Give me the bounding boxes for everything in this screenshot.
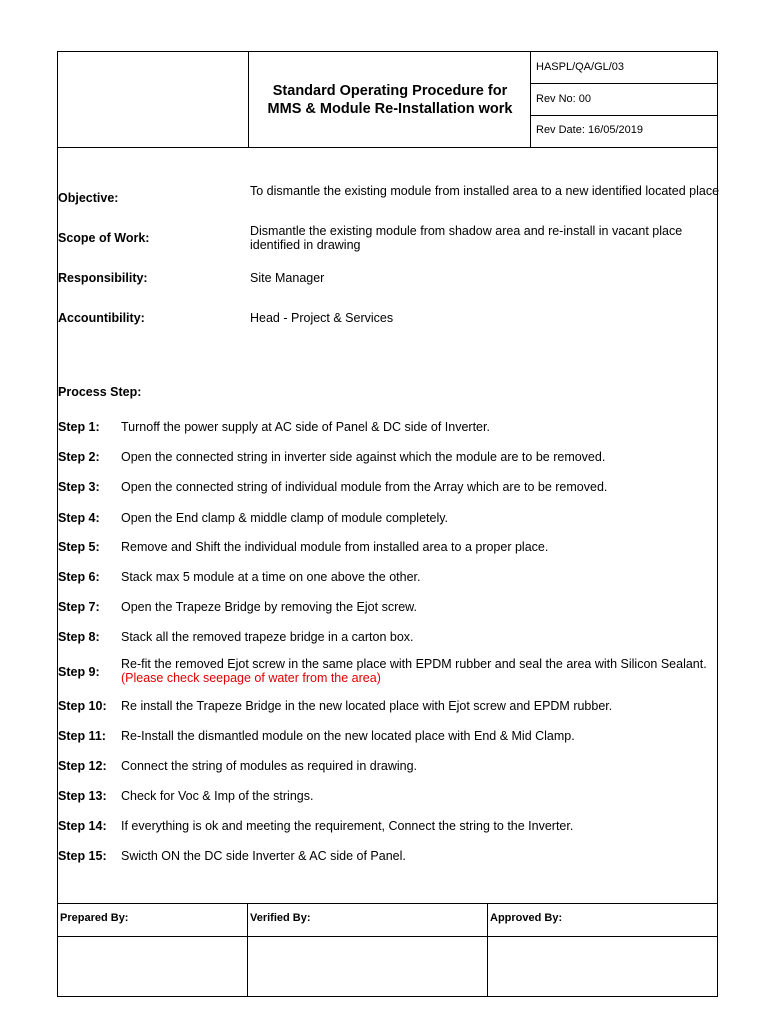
step-label: Step 5: — [58, 540, 100, 554]
step-9-text: Re-fit the removed Ejot screw in the same place with EPDM rubber and seal the area with Silicon Sealant. — [121, 657, 707, 671]
step-label: Step 2: — [58, 450, 100, 464]
verified-by-signature-cell — [248, 937, 487, 996]
header-divider-right — [530, 51, 531, 147]
header-divider-left — [248, 51, 249, 147]
scope-value: Dismantle the existing module from shadow area and re-install in vacant place identified in drawing — [250, 224, 683, 252]
step-label: Step 1: — [58, 420, 100, 434]
step-text: Open the Trapeze Bridge by removing the Ejot screw. — [121, 600, 417, 614]
step-text: Stack max 5 module at a time on one above the other. — [121, 570, 421, 584]
step-text: Re-Install the dismantled module on the new located place with End & Mid Clamp. — [121, 729, 575, 743]
accountability-label: Accountibility: — [58, 311, 145, 325]
step-label: Step 14: — [58, 819, 107, 833]
rev-no: Rev No: 00 — [536, 93, 592, 105]
step-text: Remove and Shift the individual module from installed area to a proper place. — [121, 540, 549, 554]
step-label: Step 9: — [58, 665, 100, 679]
step-text: Re install the Trapeze Bridge in the new located place with Ejot screw and EPDM rubber. — [121, 699, 613, 713]
step-text: Connect the string of modules as required in drawing. — [121, 759, 417, 773]
step-label: Step 15: — [58, 849, 107, 863]
step-label: Step 7: — [58, 600, 100, 614]
approved-by-label: Approved By: — [490, 912, 563, 924]
title-line-2: MMS & Module Re-Installation work — [267, 101, 513, 117]
step-label: Step 10: — [58, 699, 107, 713]
step-9-warning-note: (Please check seepage of water from the area) — [121, 671, 381, 685]
step-label: Step 8: — [58, 630, 100, 644]
step-text: Open the connected string in inverter side against which the module are to be removed. — [121, 450, 606, 464]
accountability-value: Head - Project & Services — [250, 311, 394, 325]
step-text: Turnoff the power supply at AC side of Panel & DC side of Inverter. — [121, 420, 490, 434]
step-label: Step 13: — [58, 789, 107, 803]
step-text: Swicth ON the DC side Inverter & AC side of Panel. — [121, 849, 406, 863]
header-bottom-border — [57, 147, 718, 148]
step-label: Step 4: — [58, 511, 100, 525]
step-text: If everything is ok and meeting the requirement, Connect the string to the Inverter. — [121, 819, 574, 833]
prepared-by-signature-cell — [58, 937, 247, 996]
page-title — [250, 82, 530, 118]
step-text: Open the End clamp & middle clamp of module completely. — [121, 511, 449, 525]
responsibility-value: Site Manager — [250, 271, 325, 285]
responsibility-label: Responsibility: — [58, 271, 148, 285]
step-label: Step 12: — [58, 759, 107, 773]
meta-row-divider-2 — [530, 115, 718, 116]
scope-label: Scope of Work: — [58, 231, 150, 245]
step-label: Step 6: — [58, 570, 100, 584]
step-label: Step 3: — [58, 480, 100, 494]
approved-by-signature-cell — [488, 937, 717, 996]
signoff-top-border — [57, 903, 718, 904]
doc-code: HASPL/QA/GL/03 — [536, 61, 625, 73]
step-text: Check for Voc & Imp of the strings. — [121, 789, 314, 803]
objective-value: To dismantle the existing module from installed area to a new identified located place — [250, 184, 720, 198]
title-line-1: Standard Operating Procedure for — [272, 83, 508, 99]
step-text: Stack all the removed trapeze bridge in a carton box. — [121, 630, 414, 644]
rev-date: Rev Date: 16/05/2019 — [536, 124, 644, 136]
prepared-by-label: Prepared By: — [60, 912, 129, 924]
logo-cell — [58, 52, 248, 147]
process-heading: Process Step: — [58, 385, 142, 399]
outer-border-bottom — [57, 996, 718, 997]
meta-row-divider-1 — [530, 83, 718, 84]
objective-label: Objective: — [58, 191, 119, 205]
step-text — [121, 657, 711, 685]
step-text: Open the connected string of individual module from the Array which are to be removed. — [121, 480, 608, 494]
verified-by-label: Verified By: — [250, 912, 311, 924]
step-label: Step 11: — [58, 729, 106, 743]
